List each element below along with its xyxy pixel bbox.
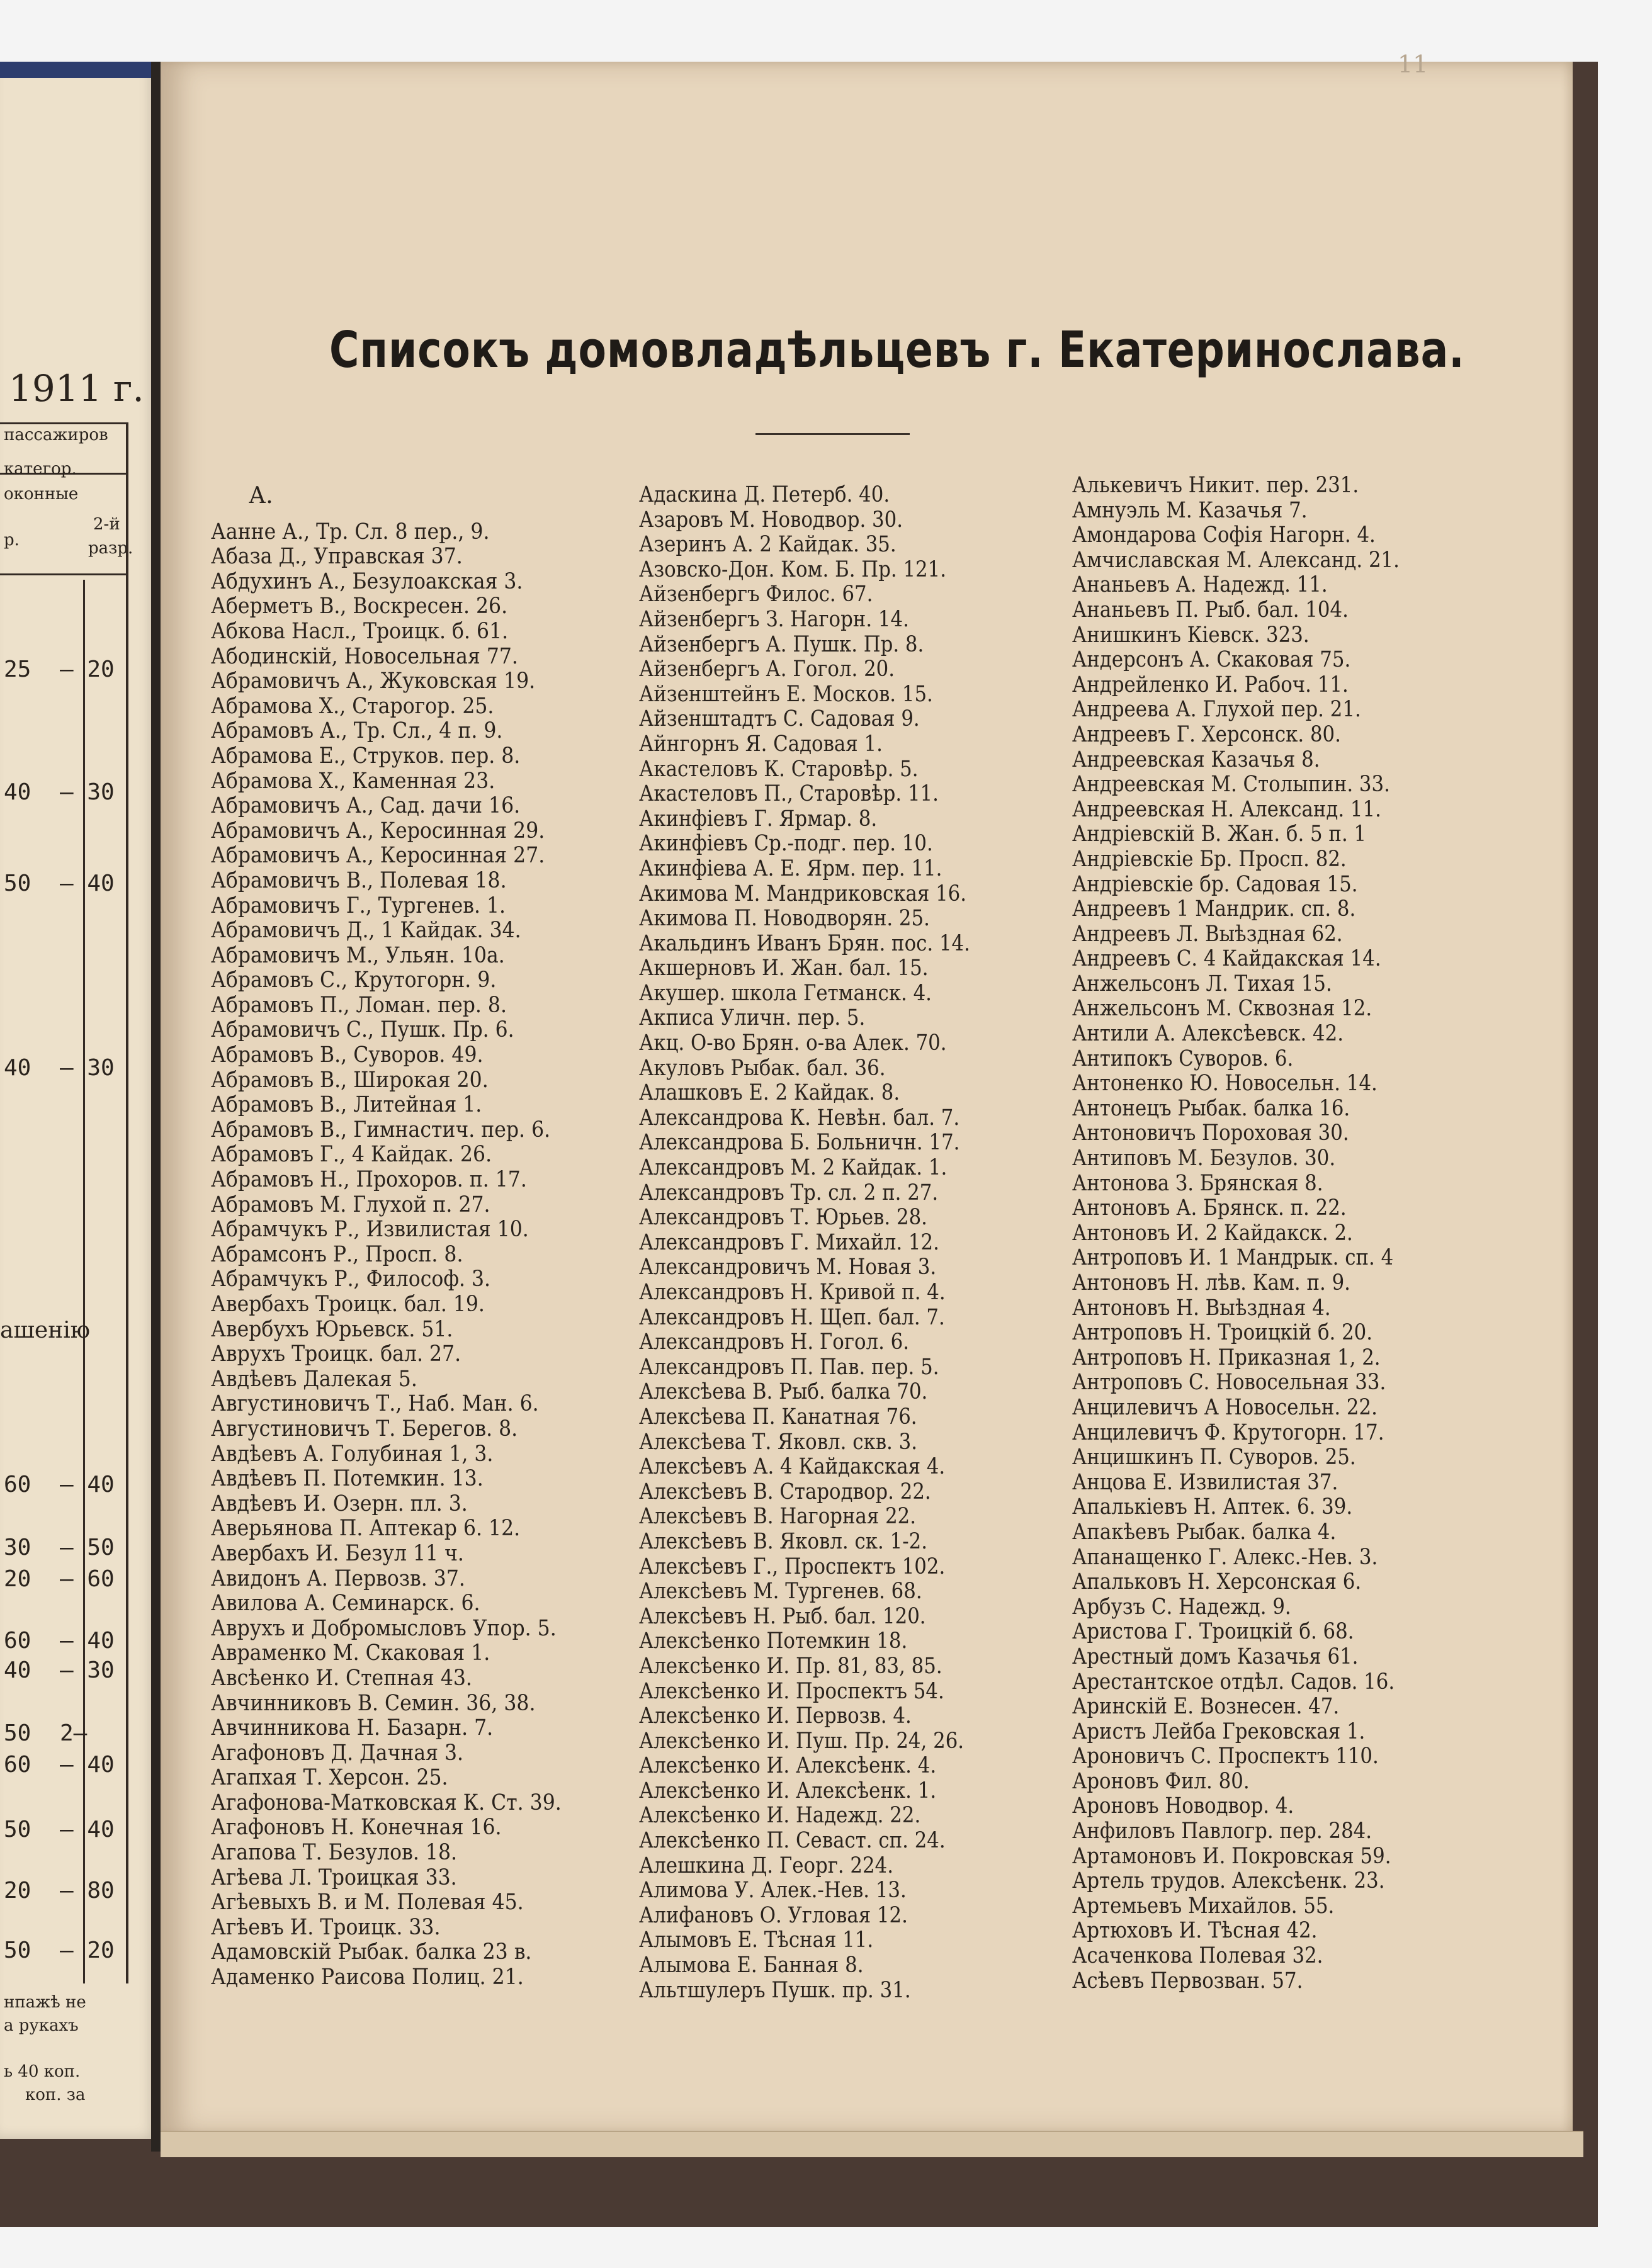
owner-entry: Авчинниковъ В. Семин. 36, 38. — [211, 1690, 536, 1716]
owner-entry: Аристъ Лейба Грековская 1. — [1072, 1718, 1366, 1744]
owner-entry: Айзенбергъ З. Нагорн. 14. — [639, 606, 909, 632]
owner-entry: Абрамчукъ Р., Философ. 3. — [211, 1267, 491, 1292]
owner-entry: Авдѣевъ А. Голубиная 1, 3. — [211, 1441, 494, 1467]
owner-entry: Ананьевъ П. Рыб. бал. 104. — [1072, 597, 1349, 623]
owner-entry: Агѣевыхъ В. и М. Полевая 45. — [211, 1890, 524, 1915]
owner-entry: Айзенбергъ А. Гогол. 20. — [639, 657, 895, 682]
owner-entry: Антроповъ Н. Приказная 1, 2. — [1072, 1345, 1381, 1370]
left-value: 40 — [4, 1055, 31, 1081]
owner-entry: Алексѣевъ А. 4 Кайдакская 4. — [639, 1454, 946, 1480]
owner-entry: Айзенштейнъ Е. Москов. 15. — [639, 681, 933, 707]
owner-entry: Айзенштадтъ С. Садовая 9. — [639, 706, 920, 732]
owner-entry: Асѣевъ Первозван. 57. — [1072, 1968, 1303, 1994]
owner-entry: Айнгорнъ Я. Садовая 1. — [639, 731, 883, 757]
owner-entry: Агѣевъ И. Троицк. 33. — [211, 1914, 441, 1940]
owner-entry: Андреева А. Глухой пер. 21. — [1072, 697, 1361, 723]
left-page — [0, 62, 161, 2139]
owner-entry: Андреевъ 1 Мандрик. сп. 8. — [1072, 896, 1356, 922]
section-letter: А. — [249, 483, 273, 509]
owner-entry: Ароновъ Фил. 80. — [1072, 1768, 1250, 1794]
owner-entry: Амондарова Софія Нагорн. 4. — [1072, 522, 1376, 548]
owner-entry: Абрамовъ В., Широкая 20. — [211, 1067, 489, 1093]
owner-entry: Антонова З. Брянская 8. — [1072, 1170, 1323, 1196]
owner-entry: Антоненко Ю. Новосельн. 14. — [1072, 1071, 1378, 1097]
owner-entry: Агѣева Л. Троицкая 33. — [211, 1865, 457, 1890]
left-value: ашенію — [0, 1317, 91, 1343]
owner-entry: Абдухинъ А., Безулоакская 3. — [211, 568, 523, 594]
owner-entry: Антроповъ И. 1 Мандрык. сп. 4 — [1072, 1245, 1394, 1271]
left-header: категор. — [4, 460, 77, 478]
left-value: 50 — [4, 1817, 31, 1842]
owner-entry: Августиновичъ Т. Берегов. 8. — [211, 1416, 518, 1441]
owner-entry: Андріевскій В. Жан. б. 5 п. 1 — [1072, 821, 1367, 847]
owner-entry: Абрамовъ А., Тр. Сл., 4 п. 9. — [211, 718, 503, 744]
owner-entry: Авруxъ Троицк. бал. 27. — [211, 1341, 461, 1367]
column-3 — [1072, 473, 1481, 1994]
left-page-color-strip — [0, 62, 151, 78]
owner-entry: Абрамова Х., Старогор. 25. — [211, 693, 494, 719]
owner-entry: Александровичъ М. Новая 3. — [639, 1255, 937, 1280]
owner-entry: Артюховъ И. Тѣсная 42. — [1072, 1918, 1318, 1944]
owner-entry: Абрамовичъ В., Полевая 18. — [211, 867, 507, 893]
owner-entry: Артель трудов. Алексѣенк. 23. — [1072, 1868, 1385, 1894]
owner-entry: Ароновъ Новодвор. 4. — [1072, 1793, 1294, 1819]
left-header: оконные — [4, 485, 79, 504]
owner-entry: Алексѣенко И. Пуш. Пр. 24, 26. — [639, 1728, 965, 1754]
owner-entry: Антроповъ Н. Троицкій б. 20. — [1072, 1320, 1373, 1346]
owner-entry: Артемьевъ Михайлов. 55. — [1072, 1893, 1335, 1919]
owner-entry: Анжельсонъ Л. Тихая 15. — [1072, 971, 1332, 996]
left-footer: ь 40 коп. — [4, 2062, 81, 2081]
owner-entry: Акуловъ Рыбак. бал. 36. — [639, 1055, 886, 1081]
owner-entry: Анжельсонъ М. Сквозная 12. — [1072, 996, 1372, 1022]
left-value: 20 — [4, 1878, 31, 1904]
owner-entry: Алексѣенко И. Надежд. 22. — [639, 1803, 921, 1829]
owner-entry: Аристова Г. Троицкій б. 68. — [1072, 1619, 1354, 1645]
left-col-header: 2-й — [93, 515, 120, 534]
owner-entry: Александровъ Н. Гогол. 6. — [639, 1329, 910, 1355]
owner-entry: Абрамовъ Г., 4 Кайдак. 26. — [211, 1142, 492, 1168]
owner-entry: Агапова Т. Безулов. 18. — [211, 1840, 458, 1866]
owner-entry: Андреевская Н. Александ. 11. — [1072, 796, 1381, 822]
left-value: 50 — [4, 1720, 31, 1746]
owner-entry: Анцишкинъ П. Суворов. 25. — [1072, 1445, 1356, 1470]
owner-entry: Александровъ Г. Михайл. 12. — [639, 1229, 939, 1255]
owner-entry: Арестный домъ Казачья 61. — [1072, 1644, 1359, 1669]
owner-entry: Алькевичъ Никит. пер. 231. — [1072, 473, 1359, 498]
owner-entry: Адамовскій Рыбак. балка 23 в. — [211, 1939, 532, 1965]
left-value: — 40 — [60, 1472, 115, 1498]
owner-entry: Азовско-Дон. Ком. Б. Пр. 121. — [639, 556, 947, 582]
left-value: 60 — [4, 1752, 31, 1778]
owner-entry: Амчиславская М. Александ. 21. — [1072, 547, 1400, 573]
owner-entry: Айзенбергъ А. Пушк. Пр. 8. — [639, 631, 924, 657]
owner-entry: Абрамовичъ А., Керосинная 27. — [211, 843, 545, 869]
left-value: — 80 — [60, 1878, 115, 1904]
owner-entry: Антоновъ А. Брянск. п. 22. — [1072, 1195, 1347, 1221]
owner-entry: Абрамсонъ Р., Просп. 8. — [211, 1241, 463, 1267]
owner-entry: Алымова Е. Банная 8. — [639, 1953, 864, 1978]
owner-entry: Абрамовъ С., Крутогорн. 9. — [211, 968, 497, 993]
owner-entry: Алексѣева Т. Яковл. скв. 3. — [639, 1429, 918, 1455]
owner-entry: Александровъ Н. Щеп. бал. 7. — [639, 1304, 945, 1330]
owner-entry: Антоновъ Н. лѣв. Кам. п. 9. — [1072, 1270, 1350, 1295]
owner-entry: Абкова Насл., Троицк. б. 61. — [211, 618, 509, 644]
owner-entry: Алексѣенко П. Севаст. сп. 24. — [639, 1828, 946, 1854]
left-value: 25 — [4, 657, 31, 682]
left-col-header: р. — [4, 531, 20, 550]
owner-entry: Абрамовъ М. Глухой п. 27. — [211, 1192, 490, 1217]
owner-entry: Александрова К. Невѣн. бал. 7. — [639, 1105, 960, 1131]
owner-entry: Агафоновъ Д. Дачная 3. — [211, 1740, 464, 1766]
owner-entry: Абрамовъ П., Ломан. пер. 8. — [211, 992, 507, 1018]
owner-entry: Аберметъ В., Воскресен. 26. — [211, 594, 508, 619]
owner-entry: Авдѣевъ П. Потемкин. 13. — [211, 1466, 484, 1492]
left-value: 40 — [4, 779, 31, 805]
owner-entry: Андріевскіе Бр. Просп. 82. — [1072, 846, 1347, 872]
owner-entry: Андреевская Казачья 8. — [1072, 747, 1320, 772]
owner-entry: Апанащенко Г. Алекс.-Нев. 3. — [1072, 1544, 1378, 1570]
owner-entry: Адаменко Раисова Полиц. 21. — [211, 1965, 524, 1990]
left-value: 60 — [4, 1472, 31, 1498]
owner-entry: Акимова П. Новодворян. 25. — [639, 906, 930, 932]
owner-entry: Апальковъ Н. Херсонская 6. — [1072, 1569, 1362, 1595]
left-value: — 20 — [60, 657, 115, 682]
owner-entry: Абрамова Е., Струков. пер. 8. — [211, 743, 521, 769]
owner-entry: Абрамовъ Н., Прохоров. п. 17. — [211, 1167, 527, 1193]
owner-entry: Андреевъ Г. Херсонск. 80. — [1072, 721, 1341, 747]
owner-entry: Абрамовичъ А., Сад. дачи 16. — [211, 793, 521, 819]
owner-entry: Акц. О-во Брян. о-ва Алек. 70. — [639, 1030, 947, 1056]
owner-entry: Акастеловъ П., Старовѣр. 11. — [639, 781, 939, 807]
left-header: пассажиров — [4, 426, 108, 444]
owner-entry: Авдѣевъ Далекая 5. — [211, 1366, 417, 1392]
owner-entry: Авербахъ Троицк. бал. 19. — [211, 1292, 485, 1317]
owner-entry: Авчинникова Н. Базарн. 7. — [211, 1715, 494, 1741]
owner-entry: Абрамовъ В., Суворов. 49. — [211, 1042, 484, 1068]
owner-entry: Артамоновъ И. Покровская 59. — [1072, 1843, 1391, 1869]
owner-entry: Аверьянова П. Аптекар 6. 12. — [211, 1516, 521, 1542]
owner-entry: Андреевская М. Столыпин. 33. — [1072, 772, 1390, 798]
left-value: — 40 — [60, 1752, 115, 1778]
owner-entry: Ароновичъ С. Проспектъ 110. — [1072, 1744, 1379, 1769]
left-value: — 30 — [60, 779, 115, 805]
owner-entry: Алексѣенко Потемкин 18. — [639, 1628, 908, 1654]
column-2 — [639, 483, 1042, 2003]
owner-entry: Анишкинъ Кіевск. 323. — [1072, 622, 1310, 648]
owner-entry: Асаченкова Полевая 32. — [1072, 1943, 1323, 1969]
owner-entry: Алексѣенко И. Проспектъ 54. — [639, 1678, 944, 1704]
owner-entry: Авербухъ Юрьевск. 51. — [211, 1316, 453, 1342]
left-value: — 30 — [60, 1055, 115, 1081]
owner-entry: Антипокъ Суворов. 6. — [1072, 1046, 1294, 1071]
owner-entry: Алексѣенко И. Алексѣенк. 1. — [639, 1778, 937, 1803]
left-footer: а рукахъ — [4, 2016, 79, 2035]
owner-entry: Абрамовичъ Г., Тургенев. 1. — [211, 893, 506, 918]
owner-entry: Алексѣевъ В. Нагорная 22. — [639, 1504, 917, 1530]
title-rule — [755, 433, 910, 435]
owner-entry: Арестантское отдѣл. Садов. 16. — [1072, 1669, 1395, 1695]
owner-entry: Абрамовъ В., Гимнастич. пер. 6. — [211, 1117, 551, 1142]
owner-entry: Алымовъ Е. Тѣсная 11. — [639, 1927, 874, 1953]
owner-entry: Апакѣевъ Рыбак. балка 4. — [1072, 1519, 1337, 1545]
owner-entry: Адаскина Д. Петерб. 40. — [639, 482, 890, 507]
owner-entry: Акальдинъ Иванъ Брян. пос. 14. — [639, 930, 970, 956]
owner-entry: Алифановъ О. Угловая 12. — [639, 1902, 908, 1928]
owner-entry: Алексѣева П. Канатная 76. — [639, 1404, 917, 1430]
owner-entry: Августиновичъ Т., Наб. Ман. 6. — [211, 1391, 539, 1417]
page-title: Списокъ домовладѣльцевъ г. Екатеринослава. — [329, 321, 1465, 379]
owner-entry: Абрамовичъ С., Пушк. Пр. 6. — [211, 1017, 514, 1043]
owner-entry: Анцилевичъ Ф. Крутогорн. 17. — [1072, 1419, 1384, 1445]
owner-entry: Айзенбергъ Филос. 67. — [639, 582, 873, 607]
left-value: — 40 — [60, 1628, 115, 1654]
owner-entry: Абрамовичъ А., Жуковская 19. — [211, 669, 536, 694]
owner-entry: Алимова У. Алек.-Нев. 13. — [639, 1878, 907, 1904]
left-footer: коп. за — [25, 2085, 86, 2104]
owner-entry: Агафонова-Матковская К. Ст. 39. — [211, 1790, 562, 1815]
owner-entry: Авилова А. Семинарск. 6. — [211, 1591, 480, 1616]
owner-entry: Александровъ Н. Кривой п. 4. — [639, 1280, 946, 1305]
column-1 — [211, 483, 601, 1990]
owner-entry: Андерсонъ А. Скаковая 75. — [1072, 647, 1351, 673]
owner-entry: Алексѣева В. Рыб. балка 70. — [639, 1379, 928, 1405]
left-value: — 40 — [60, 871, 115, 896]
left-footer: нпажѣ не — [4, 1993, 86, 2012]
owner-entry: Алексѣенко И. Пр. 81, 83, 85. — [639, 1653, 942, 1679]
owner-entry: Анцилевичъ А Новосельн. 22. — [1072, 1394, 1378, 1420]
owner-entry: Авруxъ и Добромысловъ Упор. 5. — [211, 1615, 557, 1641]
owner-entry: Акушер. школа Гетманск. 4. — [639, 980, 932, 1006]
owner-entry: Алексѣенко И. Первозв. 4. — [639, 1703, 912, 1729]
left-value: 20 — [4, 1566, 31, 1592]
owner-entry: Андрейленко И. Рабоч. 11. — [1072, 672, 1349, 697]
owner-entry: Абаза Д., Управская 37. — [211, 544, 463, 570]
owner-entry: Акписа Уличн. пер. 5. — [639, 1005, 866, 1031]
left-value: — 40 — [60, 1817, 115, 1842]
owner-entry: Антиповъ М. Безулов. 30. — [1072, 1146, 1336, 1171]
left-value: — 20 — [60, 1938, 115, 1963]
owner-entry: Александровъ М. 2 Кайдак. 1. — [639, 1155, 948, 1181]
owner-entry: Агапхая Т. Херсон. 25. — [211, 1765, 448, 1791]
owner-entry: Аринскій Е. Вознесен. 47. — [1072, 1694, 1340, 1720]
owner-entry: Авербахъ И. Безул 11 ч. — [211, 1540, 464, 1566]
owner-entry: Александровъ П. Пав. пер. 5. — [639, 1354, 939, 1380]
owner-entry: Аанне А., Тр. Сл. 8 пер., 9. — [211, 519, 490, 544]
owner-entry: Алексѣевъ Н. Рыб. бал. 120. — [639, 1603, 926, 1629]
owner-entry: Анфиловъ Павлогр. пер. 284. — [1072, 1819, 1372, 1844]
owner-entry: Абрамова Х., Каменная 23. — [211, 768, 495, 794]
owner-entry: Алексѣенко И. Алексѣенк. 4. — [639, 1753, 937, 1779]
owner-entry: Абрамовичъ М., Ульян. 10а. — [211, 942, 505, 968]
page-edge — [161, 2131, 1583, 2157]
owner-entry: Абрамовъ В., Литейная 1. — [211, 1092, 482, 1118]
left-col-header: разр. — [88, 539, 133, 558]
left-value: 60 — [4, 1628, 31, 1654]
owner-entry: Альтшулеръ Пушк. пр. 31. — [639, 1977, 911, 2003]
owner-entry: Алексѣевъ М. Тургенев. 68. — [639, 1579, 922, 1605]
left-value: 50 — [4, 871, 31, 896]
owner-entry: Алексѣевъ В. Яковл. ск. 1-2. — [639, 1528, 927, 1554]
left-value: — 60 — [60, 1566, 115, 1592]
owner-entry: Антоновъ И. 2 Кайдакск. 2. — [1072, 1220, 1353, 1246]
owner-entry: Акастеловъ К. Старовѣр. 5. — [639, 756, 919, 782]
owner-entry: Андреевъ С. 4 Кайдакская 14. — [1072, 946, 1381, 972]
owner-entry: Авсѣенко И. Степная 43. — [211, 1665, 472, 1691]
owner-entry: Андріевскіе бр. Садовая 15. — [1072, 871, 1358, 897]
owner-entry: Акинфіева А. Е. Ярм. пер. 11. — [639, 855, 942, 881]
left-value: — 50 — [60, 1535, 115, 1560]
owner-entry: Акинфіевъ Г. Ярмар. 8. — [639, 806, 878, 832]
owner-entry: Акшерновъ И. Жан. бал. 15. — [639, 956, 929, 981]
page-number: 11 — [1398, 50, 1429, 78]
left-value: 40 — [4, 1657, 31, 1683]
owner-entry: Азаровъ М. Новодвор. 30. — [639, 507, 903, 533]
owner-entry: Азеринъ А. 2 Кайдак. 35. — [639, 532, 897, 558]
left-page-year: 1911 г. — [9, 367, 144, 410]
owner-entry: Абодинскій, Новосельная 77. — [211, 643, 518, 669]
owner-entry: Антили А. Алексѣевск. 42. — [1072, 1021, 1344, 1047]
owner-entry: Амнуэль М. Казачья 7. — [1072, 497, 1308, 523]
owner-entry: Апалькіевъ Н. Аптек. 6. 39. — [1072, 1494, 1353, 1520]
owner-entry: Акинфіевъ Ср.-подг. пер. 10. — [639, 831, 933, 857]
owner-entry: Абрамовичъ А., Керосинная 29. — [211, 818, 545, 843]
owner-entry: Антроповъ С. Новосельная 33. — [1072, 1370, 1386, 1396]
owner-entry: Александровъ Т. Юрьев. 28. — [639, 1205, 927, 1231]
owner-entry: Авраменко М. Скаковая 1. — [211, 1640, 490, 1666]
owner-entry: Алашковъ Е. 2 Кайдак. 8. — [639, 1080, 900, 1106]
owner-entry: Авидонъ А. Первозв. 37. — [211, 1566, 465, 1591]
owner-entry: Абрамовичъ Д., 1 Кайдак. 34. — [211, 918, 521, 944]
owner-entry: Алексѣевъ В. Стародвор. 22. — [639, 1479, 931, 1504]
owner-entry: Алешкина Д. Георг. 224. — [639, 1853, 894, 1878]
owner-entry: Агафоновъ Н. Конечная 16. — [211, 1815, 502, 1841]
owner-entry: Антоновъ Н. Выѣздная 4. — [1072, 1295, 1331, 1321]
owner-entry: Алексѣевъ Г., Проспектъ 102. — [639, 1554, 946, 1579]
left-value: — 30 — [60, 1657, 115, 1683]
owner-entry: Абрамчукъ Р., Извилистая 10. — [211, 1217, 529, 1243]
left-value: 50 — [4, 1938, 31, 1963]
owner-entry: Авдѣевъ И. Озерн. пл. 3. — [211, 1491, 468, 1516]
owner-entry: Анцова Е. Извилистая 37. — [1072, 1469, 1338, 1495]
owner-entry: Антонецъ Рыбак. балка 16. — [1072, 1095, 1350, 1121]
owner-entry: Антоновичъ Пороховая 30. — [1072, 1120, 1349, 1146]
owner-entry: Арбузъ С. Надежд. 9. — [1072, 1594, 1291, 1620]
left-value: 2— — [60, 1720, 88, 1746]
owner-entry: Ананьевъ А. Надежд. 11. — [1072, 572, 1328, 598]
left-value: 30 — [4, 1535, 31, 1560]
owner-entry: Андреевъ Л. Выѣздная 62. — [1072, 921, 1343, 947]
owner-entry: Александрова Б. Больничн. 17. — [639, 1130, 960, 1156]
owner-entry: Акимова М. Мандриковская 16. — [639, 881, 967, 906]
owner-entry: Александровъ Тр. сл. 2 п. 27. — [639, 1180, 939, 1205]
